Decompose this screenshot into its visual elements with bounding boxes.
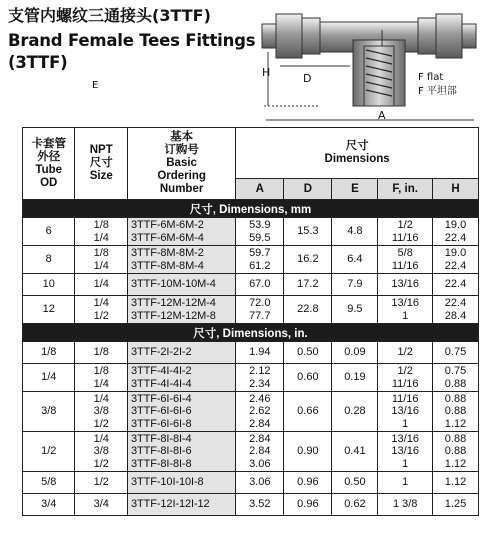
cell-value: 0.75: [444, 365, 467, 377]
cell-value: 3/8: [93, 445, 109, 458]
cell-value: 3/8: [93, 405, 109, 418]
cell-d: 16.2: [284, 246, 332, 274]
cell-value: 22.4: [444, 259, 467, 272]
cell-value: 1.12: [444, 417, 467, 430]
cell-d: 15.3: [284, 218, 332, 246]
cell-value: 13/16: [391, 445, 419, 458]
cell-npt: [75, 274, 127, 296]
cell-e: 4.8: [332, 218, 378, 246]
cell-value: 1/4: [93, 297, 109, 309]
cell-value: 59.7: [249, 247, 271, 259]
cell-h: [433, 246, 479, 274]
cell-value: 0.88: [444, 377, 467, 390]
header-line: Size: [89, 170, 113, 182]
cell-value: 67.0: [249, 278, 271, 291]
cell-value: 22.4: [444, 278, 467, 291]
dim-label-d: D: [303, 72, 312, 85]
cell-value: 3.06: [249, 457, 271, 470]
cell-value: 0.88: [444, 432, 467, 445]
cell-part: [127, 274, 235, 296]
cell-value: 3TTF-8I-8I-4: [130, 432, 192, 445]
cell-npt: [75, 432, 127, 472]
cell-e: 9.5: [332, 296, 378, 324]
header-line: Dimensions: [324, 153, 390, 165]
cell-value: 0.88: [444, 405, 467, 418]
header-line: 卡套管: [31, 137, 66, 150]
cell-f: [378, 432, 433, 472]
cell-od: 12: [23, 296, 75, 324]
cell-value: 5/8: [397, 247, 413, 259]
header-npt-size: [75, 128, 127, 200]
header-line: 尺寸: [345, 140, 369, 152]
cell-od: 1/2: [23, 432, 75, 472]
cell-e: 6.4: [332, 246, 378, 274]
label-f-cn: F 平坦部: [418, 86, 457, 97]
cell-a: [236, 392, 284, 432]
cell-part: [127, 296, 235, 324]
cell-value: 1/4: [93, 392, 109, 405]
cell-value: 11/16: [391, 377, 419, 390]
cell-h: [433, 472, 479, 494]
cell-value: 11/16: [391, 392, 419, 405]
cell-h: [433, 218, 479, 246]
cell-f: [378, 342, 433, 364]
header-dimensions: [236, 128, 479, 179]
cell-part: [127, 364, 235, 392]
cell-value: 3TTF-6M-6M-4: [130, 231, 204, 244]
cell-e: 0.09: [332, 342, 378, 364]
header-line: 尺寸: [89, 157, 113, 169]
table-row: [23, 392, 479, 432]
header-col-h: H: [433, 179, 479, 200]
header-line: Number: [159, 183, 204, 195]
cell-value: 3TTF-6I-6I-6: [130, 405, 192, 418]
cell-a: [236, 246, 284, 274]
cell-value: 1/8: [93, 365, 109, 377]
cell-value: 2.34: [249, 377, 271, 390]
cell-e: 0.41: [332, 432, 378, 472]
cell-value: 1/2: [397, 219, 413, 231]
cell-h: [433, 432, 479, 472]
cell-value: 1: [402, 417, 409, 430]
title-sub-label: E: [92, 80, 99, 91]
cell-value: 53.9: [249, 219, 271, 231]
table-row: [23, 342, 479, 364]
cell-value: 1/2: [397, 365, 413, 377]
cell-value: 1.25: [444, 498, 467, 511]
cell-f: [378, 364, 433, 392]
cell-value: 2.46: [249, 392, 271, 405]
table-row: [23, 296, 479, 324]
table-row: [23, 494, 479, 516]
header-col-f: F, in.: [378, 179, 433, 200]
cell-npt: [75, 218, 127, 246]
cell-value: 0.88: [444, 445, 467, 458]
section-title: 尺寸, Dimensions, in.: [23, 324, 479, 342]
cell-value: 1.94: [249, 346, 271, 359]
cell-f: [378, 494, 433, 516]
cell-a: [236, 472, 284, 494]
cell-value: 13/16: [391, 405, 419, 418]
cell-value: 3TTF-10I-10I-8: [130, 476, 204, 489]
cell-value: 1/4: [93, 377, 109, 390]
cell-value: 13/16: [391, 432, 419, 445]
cell-part: [127, 342, 235, 364]
table-row: [23, 432, 479, 472]
table-row: [23, 364, 479, 392]
header-col-e: E: [332, 179, 378, 200]
cell-f: [378, 472, 433, 494]
cell-value: 1/4: [93, 259, 109, 272]
dim-label-a: A: [378, 109, 386, 122]
section-header-row: [23, 324, 479, 342]
table-row: [23, 274, 479, 296]
cell-value: 1/2: [397, 346, 413, 359]
cell-f: [378, 218, 433, 246]
cell-value: 11/16: [391, 259, 419, 272]
cell-value: 1/8: [93, 346, 109, 359]
cell-npt: [75, 296, 127, 324]
cell-part: [127, 246, 235, 274]
cell-a: [236, 342, 284, 364]
cell-value: 1 3/8: [392, 498, 418, 511]
cell-f: [378, 274, 433, 296]
cell-part: [127, 472, 235, 494]
cell-value: 3.06: [249, 476, 271, 489]
cell-value: 13/16: [391, 297, 419, 309]
cell-a: [236, 218, 284, 246]
cell-value: 1/8: [93, 219, 109, 231]
header-col-d: D: [284, 179, 332, 200]
cell-value: 3TTF-6I-6I-4: [130, 392, 192, 405]
cell-npt: [75, 342, 127, 364]
header-col-a: A: [236, 179, 284, 200]
cell-d: 22.8: [284, 296, 332, 324]
cell-value: 1/4: [93, 432, 109, 445]
dim-label-h: H: [262, 66, 271, 79]
cell-d: 0.66: [284, 392, 332, 432]
cell-f: [378, 296, 433, 324]
header-line: NPT: [89, 144, 113, 156]
cell-a: [236, 494, 284, 516]
table-row: [23, 472, 479, 494]
cell-a: [236, 364, 284, 392]
cell-od: 3/4: [23, 494, 75, 516]
cell-value: 2.84: [249, 417, 271, 430]
header-line: 外径: [37, 150, 61, 163]
cell-npt: [75, 494, 127, 516]
cell-od: 8: [23, 246, 75, 274]
cell-value: 3TTF-4I-4I-4: [130, 377, 192, 390]
cell-value: 3TTF-10M-10M-4: [130, 278, 216, 291]
cell-value: 19.0: [444, 219, 467, 231]
cell-d: 17.2: [284, 274, 332, 296]
cell-value: 1: [402, 309, 409, 322]
cell-value: 1/2: [93, 476, 109, 489]
cell-d: 0.96: [284, 472, 332, 494]
cell-value: 3TTF-6M-6M-2: [130, 219, 204, 231]
cell-h: [433, 494, 479, 516]
cell-value: 28.4: [444, 309, 467, 322]
cell-value: 1/8: [93, 247, 109, 259]
cell-value: 77.7: [249, 309, 271, 322]
cell-value: 1/2: [93, 457, 109, 470]
cell-npt: [75, 472, 127, 494]
cell-value: 3TTF-6I-6I-8: [130, 417, 192, 430]
cell-e: 7.9: [332, 274, 378, 296]
cell-value: 19.0: [444, 247, 467, 259]
cell-e: 0.50: [332, 472, 378, 494]
cell-value: 3TTF-8I-8I-6: [130, 445, 192, 458]
cell-od: 6: [23, 218, 75, 246]
cell-npt: [75, 364, 127, 392]
cell-value: 2.84: [249, 445, 271, 458]
header-line: Ordering: [157, 170, 206, 182]
cell-e: 0.62: [332, 494, 378, 516]
header-tube-od: [23, 128, 75, 200]
cell-value: 0.88: [444, 392, 467, 405]
cell-value: 1: [402, 476, 409, 489]
cell-d: 0.60: [284, 364, 332, 392]
cell-value: 2.62: [249, 405, 271, 418]
cell-value: 11/16: [391, 231, 419, 244]
cell-value: 1/2: [93, 417, 109, 430]
cell-value: 3TTF-8I-8I-8: [130, 457, 192, 470]
title-english: Brand Female Tees Fittings (3TTF): [8, 31, 256, 72]
cell-value: 2.12: [249, 365, 271, 377]
cell-h: [433, 274, 479, 296]
cell-h: [433, 342, 479, 364]
cell-a: [236, 296, 284, 324]
cell-value: 3TTF-12M-12M-8: [130, 309, 216, 322]
header-line: Basic: [166, 157, 197, 169]
cell-e: 0.28: [332, 392, 378, 432]
cell-a: [236, 432, 284, 472]
cell-f: [378, 392, 433, 432]
cell-value: 3TTF-8M-8M-2: [130, 247, 204, 259]
cell-e: 0.19: [332, 364, 378, 392]
cell-part: [127, 432, 235, 472]
tee-fitting-drawing: [258, 0, 486, 128]
cell-part: [127, 218, 235, 246]
cell-value: 1.12: [444, 476, 467, 489]
header-line: OD: [40, 176, 58, 189]
dimensions-table: [22, 127, 479, 516]
cell-value: 2.84: [249, 432, 271, 445]
cell-part: [127, 494, 235, 516]
cell-h: [433, 296, 479, 324]
cell-npt: [75, 246, 127, 274]
cell-value: 59.5: [249, 231, 271, 244]
cell-value: 3TTF-2I-2I-2: [130, 346, 192, 359]
cell-d: 0.50: [284, 342, 332, 364]
cell-value: 13/16: [391, 278, 419, 291]
cell-value: 1/4: [93, 231, 109, 244]
section-title: 尺寸, Dimensions, mm: [23, 200, 479, 218]
cell-value: 3TTF-8M-8M-4: [130, 259, 204, 272]
cell-d: 0.90: [284, 432, 332, 472]
cell-od: 3/8: [23, 392, 75, 432]
cell-value: 1.12: [444, 457, 467, 470]
cell-value: 3TTF-12I-12I-12: [130, 498, 210, 511]
cell-f: [378, 246, 433, 274]
cell-value: 72.0: [249, 297, 271, 309]
cell-value: 1: [402, 457, 409, 470]
table-row: [23, 246, 479, 274]
header-part-number: [127, 128, 235, 200]
label-f-flat: F flat: [418, 72, 444, 83]
cell-value: 3/4: [93, 498, 109, 511]
cell-a: [236, 274, 284, 296]
title-block: [8, 6, 278, 91]
cell-value: 22.4: [444, 231, 467, 244]
cell-value: 1/4: [93, 278, 109, 291]
cell-value: 1/2: [93, 309, 109, 322]
cell-value: 22.4: [444, 297, 467, 309]
cell-od: 1/8: [23, 342, 75, 364]
cell-value: 3.52: [249, 498, 271, 511]
cell-od: 5/8: [23, 472, 75, 494]
cell-value: 3TTF-12M-12M-4: [130, 297, 216, 309]
cell-value: 3TTF-4I-4I-2: [130, 365, 192, 377]
header-line: 基本: [170, 131, 194, 143]
cell-h: [433, 392, 479, 432]
cell-od: 1/4: [23, 364, 75, 392]
cell-npt: [75, 392, 127, 432]
table-row: [23, 218, 479, 246]
cell-value: 61.2: [249, 259, 271, 272]
cell-od: 10: [23, 274, 75, 296]
cell-part: [127, 392, 235, 432]
cell-h: [433, 364, 479, 392]
header-line: Tube: [35, 163, 63, 176]
section-header-row: [23, 200, 479, 218]
cell-d: 0.96: [284, 494, 332, 516]
header-line: 订购号: [164, 144, 199, 156]
cell-value: 0.75: [444, 346, 467, 359]
title-chinese: 支管内螺纹三通接头(3TTF): [8, 6, 211, 25]
